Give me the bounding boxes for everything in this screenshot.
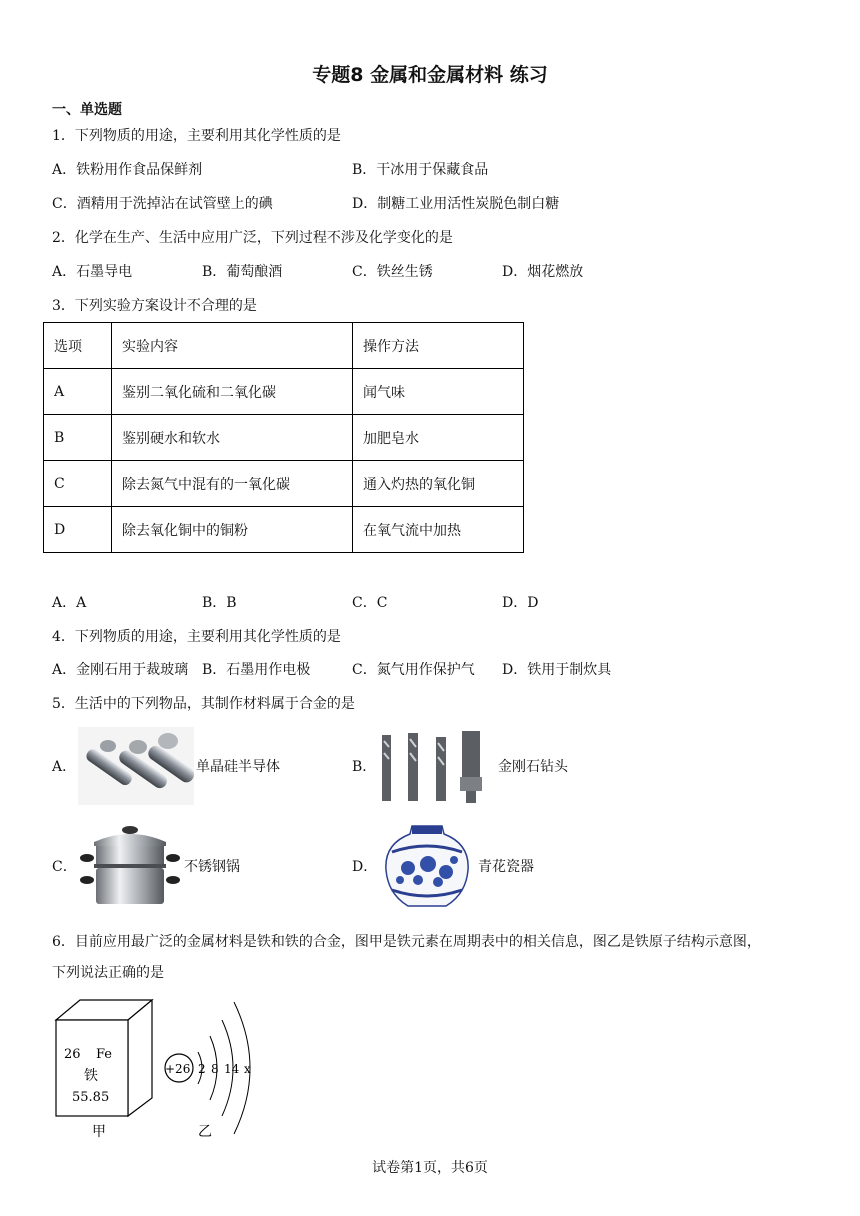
- table-cell: 鉴别二氧化硫和二氧化碳: [112, 369, 353, 415]
- element-atomic-mass: 55.85: [72, 1090, 110, 1105]
- porcelain-jar-image: [378, 822, 476, 910]
- table-row: [44, 507, 524, 553]
- label-jia: 甲: [92, 1124, 106, 1140]
- q5-option-c-text: 不锈钢锅: [184, 859, 240, 875]
- shell-electrons-3: 14: [224, 1062, 240, 1076]
- q5-option-b-text: 金刚石钻头: [498, 759, 568, 775]
- q1-option-c: C．酒精用于洗掉沾在试管壁上的碘: [52, 196, 273, 212]
- table-cell: 加肥皂水: [353, 415, 524, 461]
- question-2-stem: 2．化学在生产、生活中应用广泛，下列过程不涉及化学变化的是: [52, 230, 453, 246]
- element-symbol: Fe: [96, 1047, 113, 1062]
- table-cell: A: [44, 369, 112, 415]
- q2-option-a: A．石墨导电: [52, 264, 133, 280]
- table-header-cell: 选项: [44, 323, 112, 369]
- nucleus-charge: +26: [165, 1062, 191, 1076]
- table-cell: 闻气味: [353, 369, 524, 415]
- table-row: [44, 369, 524, 415]
- iron-diagram: [52, 986, 272, 1142]
- page-footer: 试卷第1页，共6页: [372, 1160, 488, 1176]
- table-header-row: [44, 323, 524, 369]
- label-yi: 乙: [198, 1124, 212, 1140]
- table-cell: 鉴别硬水和软水: [112, 415, 353, 461]
- q1-option-d: D．制糖工业用活性炭脱色制白糖: [352, 196, 560, 212]
- q2-option-b: B．葡萄酿酒: [202, 264, 283, 280]
- q4-option-d: D．铁用于制炊具: [502, 662, 612, 678]
- shell-electrons-2: 8: [211, 1062, 219, 1076]
- section-heading: 一、单选题: [52, 102, 122, 118]
- steamer-pot-image: [78, 822, 182, 910]
- table-cell: 除去氧化铜中的铜粉: [112, 507, 353, 553]
- table-cell: C: [44, 461, 112, 507]
- q5-option-a-text: 单晶硅半导体: [196, 759, 280, 775]
- question-1-stem: 1．下列物质的用途，主要利用其化学性质的是: [52, 128, 341, 144]
- shell-electrons-4: x: [244, 1062, 251, 1076]
- q3-option-d: D．D: [502, 595, 539, 611]
- q5-option-a-letter: A．: [52, 759, 77, 775]
- table-cell: 在氧气流中加热: [353, 507, 524, 553]
- atom-structure-diagram: [165, 1002, 251, 1134]
- question-4-stem: 4．下列物质的用途，主要利用其化学性质的是: [52, 629, 341, 645]
- drill-bits-image: [378, 727, 496, 805]
- table-header-cell: 实验内容: [112, 323, 353, 369]
- experiment-table: [43, 322, 524, 553]
- question-6-stem-line2: 下列说法正确的是: [52, 965, 164, 981]
- silicon-rods-image: [78, 727, 194, 805]
- q3-option-c: C．C: [352, 595, 388, 611]
- q5-option-c-letter: C．: [52, 859, 77, 875]
- shell-electrons-1: 2: [198, 1062, 206, 1076]
- question-5-stem: 5．生活中的下列物品，其制作材料属于合金的是: [52, 696, 355, 712]
- q4-option-b: B．石墨用作电极: [202, 662, 311, 678]
- q1-option-a: A．铁粉用作食品保鲜剂: [52, 162, 203, 178]
- q2-option-d: D．烟花燃放: [502, 264, 584, 280]
- table-cell: 通入灼热的氧化铜: [353, 461, 524, 507]
- q5-option-b-letter: B．: [352, 759, 377, 775]
- question-3-stem: 3．下列实验方案设计不合理的是: [52, 298, 257, 314]
- question-6-stem-line1: 6．目前应用最广泛的金属材料是铁和铁的合金，图甲是铁元素在周期表中的相关信息，图乙是铁原子结构示意图，: [52, 934, 761, 950]
- table-cell: D: [44, 507, 112, 553]
- table-cell: B: [44, 415, 112, 461]
- q4-option-c: C．氮气用作保护气: [352, 662, 475, 678]
- element-atomic-number: 26: [64, 1047, 81, 1062]
- element-name: 铁: [84, 1068, 98, 1084]
- table-header-cell: 操作方法: [353, 323, 524, 369]
- q3-option-a: A．A: [52, 595, 87, 611]
- table-cell: 除去氮气中混有的一氧化碳: [112, 461, 353, 507]
- q2-option-c: C．铁丝生锈: [352, 264, 433, 280]
- page-title: 专题8 金属和金属材料 练习: [312, 64, 548, 86]
- q4-option-a: A．金刚石用于裁玻璃: [52, 662, 189, 678]
- table-row: [44, 415, 524, 461]
- q5-option-d-text: 青花瓷器: [478, 859, 534, 875]
- table-row: [44, 461, 524, 507]
- q5-option-d-letter: D．: [352, 859, 378, 875]
- q3-option-b: B．B: [202, 595, 237, 611]
- element-cell-diagram: [56, 1000, 152, 1116]
- q1-option-b: B．干冰用于保藏食品: [352, 162, 489, 178]
